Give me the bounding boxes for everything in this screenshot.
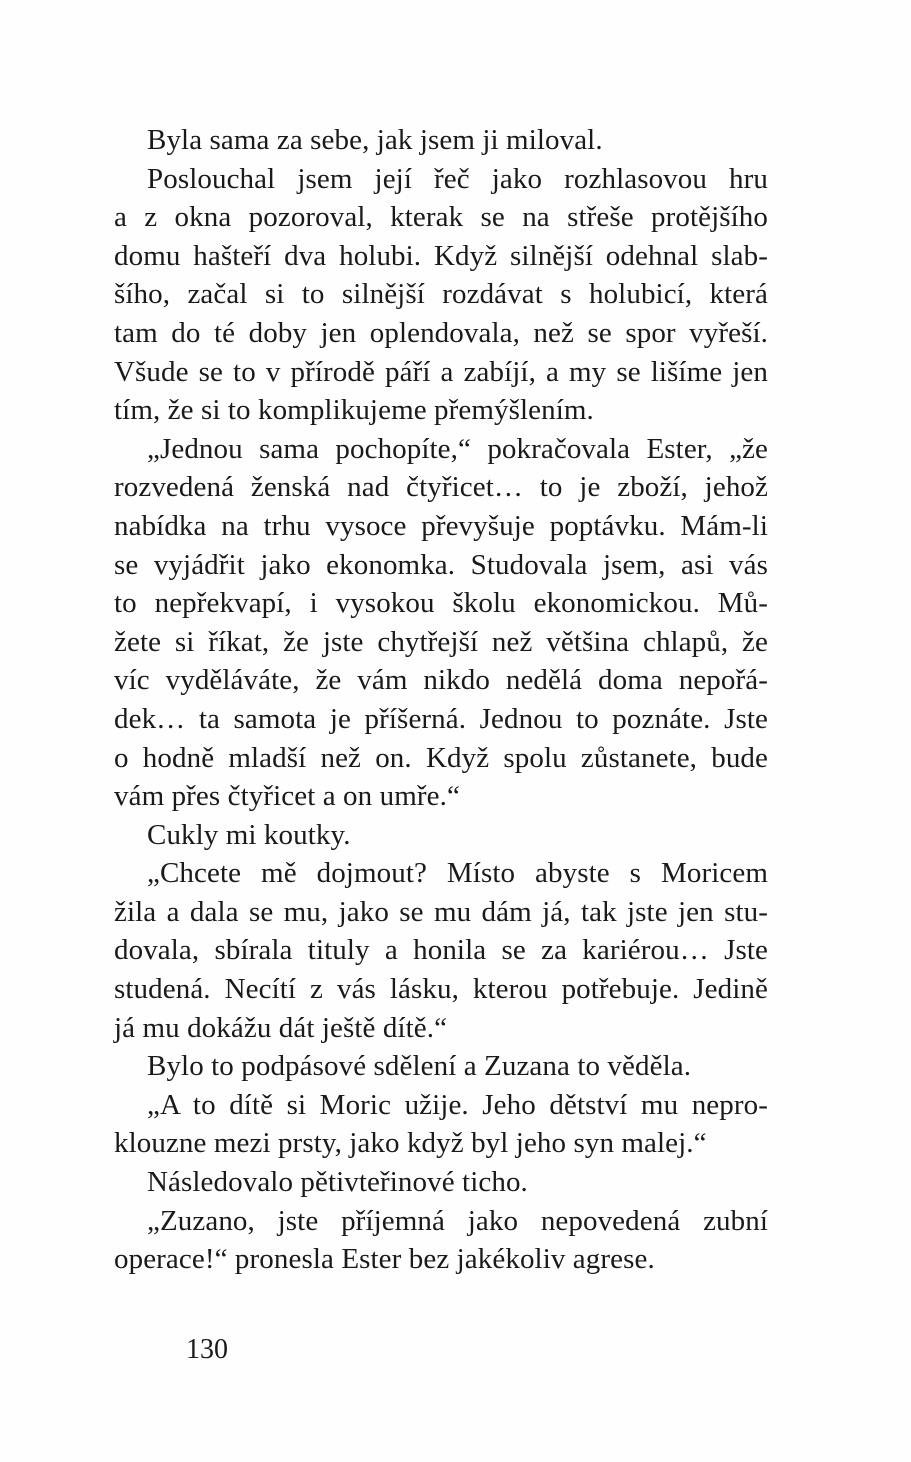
paragraph [114,160,768,430]
paragraph [114,430,768,816]
text-line: klouzne mezi prsty, jako když byl jeho syn malej.“ [114,1127,707,1160]
text-line: a z okna pozoroval, kterak se na střeše protějšího [114,201,768,234]
text-line: Cukly mi koutky. [147,818,351,851]
text-line: žete si říkat, že jste chytřejší než většina chlapů, že [114,625,768,658]
text-line: Bylo to podpásové sdělení a Zuzana to věděla. [147,1050,692,1083]
paragraph [114,854,768,1047]
text-line: Byla sama za sebe, jak jsem ji miloval. [147,124,603,156]
text-line: „Chcete mě dojmout? Místo abyste s Moricem [147,857,768,890]
text-line: „A to dítě si Moric užije. Jeho dětství mu nepro- [147,1088,768,1121]
paragraph [114,1047,768,1086]
text-line: rozvedená ženská nad čtyřicet… to je zboží, jehož [114,471,768,504]
paragraph [114,816,768,855]
text-line: operace!“ pronesla Ester bez jakékoliv agrese. [114,1243,655,1276]
text-line: o hodně mladší než on. Když spolu zůstanete, bude [114,741,768,774]
paragraph [114,1086,768,1163]
text-line: šího, začal si to silnější rozdávat s holubicí, která [114,278,768,311]
page-number: 130 [186,1334,228,1365]
text-line: domu hašteří dva holubi. Když silnější odehnal slab- [114,239,768,272]
text-line: já mu dokážu dát ještě dítě.“ [114,1011,448,1044]
text-line: dek… ta samota je příšerná. Jednou to poznáte. Jste [114,702,768,735]
paragraph [114,121,768,160]
text-line: Poslouchal jsem její řeč jako rozhlasovou hru [147,162,768,195]
text-line: žila a dala se mu, jako se mu dám já, tak jste jen stu- [114,895,768,928]
text-line: víc vyděláváte, že vám nikdo nedělá doma nepořá- [114,664,768,697]
text-line: to nepřekvapí, i vysokou školu ekonomickou. Mů- [114,587,768,620]
text-line: tím, že si to komplikujeme přemýšlením. [114,394,594,427]
text-line: studená. Necítí z vás lásku, kterou potřebuje. Jedině [114,973,768,1006]
text-line: se vyjádřit jako ekonomka. Studovala jsem, asi vás [114,548,768,581]
body-text [114,121,768,1279]
text-line: dovala, sbírala tituly a honila se za kariérou… Jste [114,934,768,967]
text-line: Všude se to v přírodě páří a zabíjí, a my se lišíme jen [114,355,768,388]
text-line: „Jednou sama pochopíte,“ pokračovala Ester, „že [147,432,768,465]
text-line: „Zuzano, jste příjemná jako nepovedená zubní [147,1204,768,1237]
paragraph [114,1163,768,1202]
paragraph [114,1202,768,1279]
text-line: vám přes čtyřicet a on umře.“ [114,780,460,813]
text-line: nabídka na trhu vysoce převyšuje poptávku. Mám-li [114,509,768,542]
text-line: tam do té doby jen oplendovala, než se spor vyřeší. [114,316,768,349]
text-line: Následovalo pětivteřinové ticho. [147,1166,528,1199]
